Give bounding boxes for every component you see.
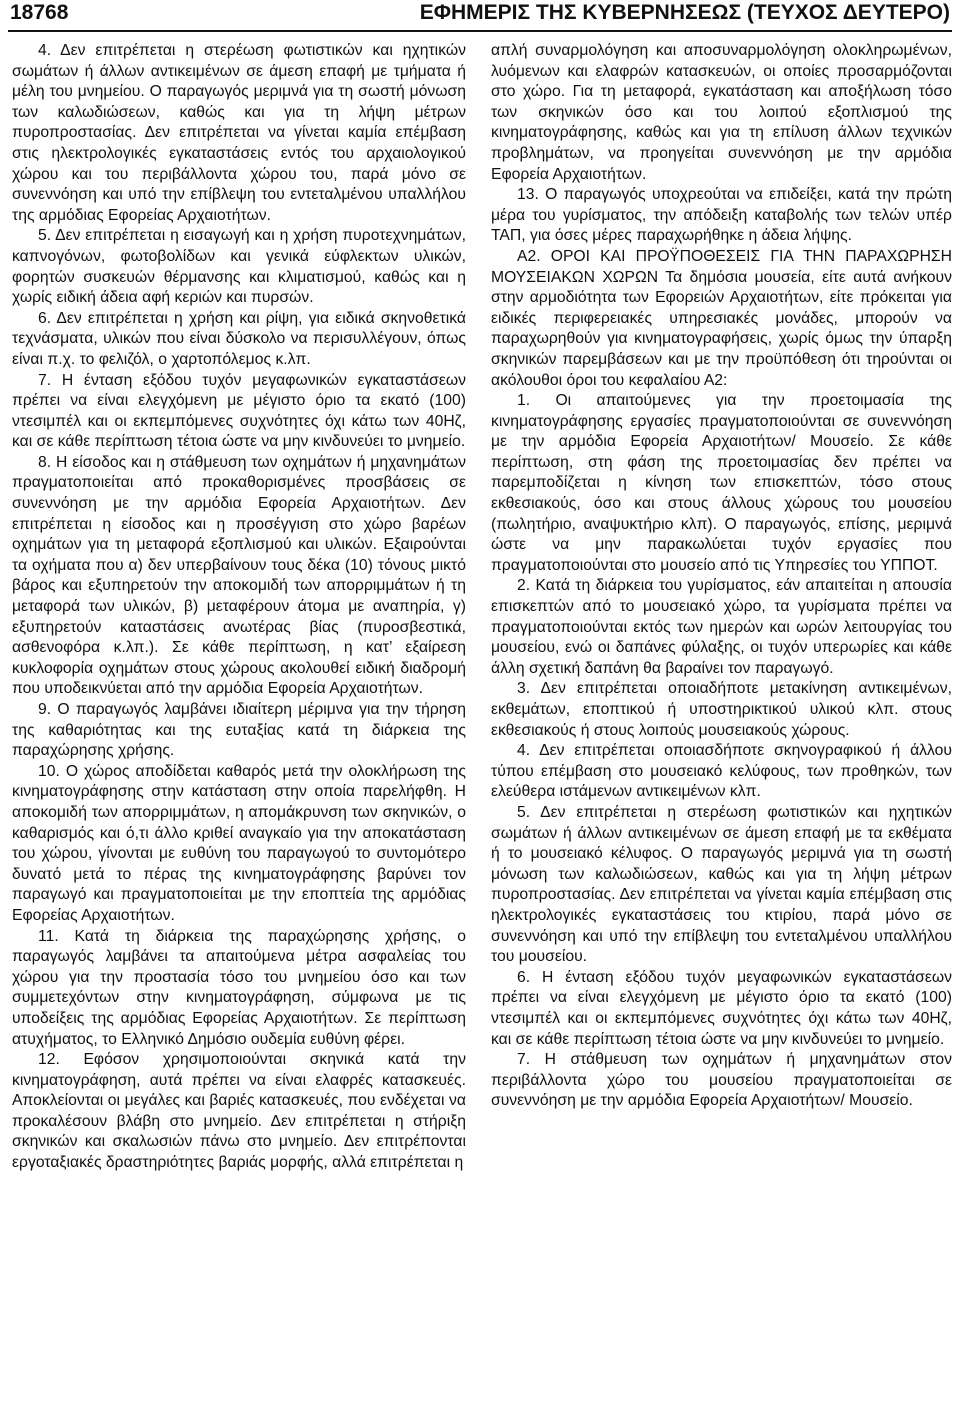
left-column: [12, 41, 466, 1174]
paragraph: 4. Δεν επιτρέπεται οποιασδήποτε σκηνογραφικού ή άλλου τύπου επέμβαση στο μουσειακό κελύφους, των προθηκών, των ελεύθερα ιστάμενων αντικειμένων κλπ.: [491, 742, 952, 801]
paragraph: 10. Ο χώρος αποδίδεται καθαρός μετά την ολοκλήρωση της κινηματογράφησης στην κατάσταση στην οποία παρελήφθη. Η αποκομιδή των απορριμμάτων, η απομάκρυνση των σκηνικών, ο καθαρισμός και ό,τι άλλο κριθεί αναγκαίο για την αποκατάσταση του χώρου, γίνονται με ευθύνη του παραγωγού το συντομότερο δυνατό μετά το πέρας της κινηματογράφησης βαρύνει τον παραγωγό και πραγματοποιείται με την εποπτεία της αρμόδιας Εφορείας Αρχαιοτήτων.: [12, 762, 466, 924]
paragraph: 2. Κατά τη διάρκεια του γυρίσματος, εάν απαιτείται η απουσία επισκεπτών από το μουσειακό χώρο, τα γυρίσματα πρέπει να πραγματοποιούνται εκτός των ημερών και ωρών λειτουργίας του μουσείου, ενώ οι δαπάνες φύλαξης, οι τυχόν υπερωρίες και κάθε άλλη σχετική δαπάνη θα βαραίνει τον παραγωγό.: [491, 577, 952, 677]
right-column: [491, 41, 952, 1112]
paragraph: 7. Η στάθμευση των οχημάτων ή μηχανημάτων στον περιβάλλοντα χώρο του μουσείου πραγματοποιείται σε συνεννόηση με την αρμόδια Εφορεία Αρχαιοτήτων/ Μουσείο.: [491, 1051, 952, 1110]
paragraph: 13. Ο παραγωγός υποχρεούται να επιδείξει, κατά την πρώτη μέρα του γυρίσματος, την απόδειξη καταβολής των τελών υπέρ ΤΑΠ, για όσες μέρες παραχωρήθηκε η άδεια λήψης.: [491, 186, 952, 245]
paragraph: 12. Εφόσον χρησιμοποιούνται σκηνικά κατά την κινηματογράφηση, αυτά πρέπει να είναι ελαφρές κατασκευές. Αποκλείονται οι μεγάλες και βαριές κατασκευές, που ενδέχεται να προκαλέσουν βλάβη στο μνημείο. Δεν επιτρέπεται η στήριξη σκηνικών και σκαλωσιών πάνω στο μνημείο. Δεν επιτρέπονται εργοταξιακές δραστηριότητες βαριάς μορφής, αλλά επιτρέπεται η: [12, 1051, 466, 1172]
paragraph: 3. Δεν επιτρέπεται οποιαδήποτε μετακίνηση αντικειμένων, εκθεμάτων, εποπτικού ή υποστηρικτικού υλικού κλπ. στους εκθεσιακούς ή στους λοιπούς μουσειακούς χώρους.: [491, 680, 952, 739]
paragraph: 5. Δεν επιτρέπεται η στερέωση φωτιστικών και ηχητικών σωμάτων ή άλλων αντικειμένων σε άμεση επαφή με τα εκθέματα ή το μουσειακό κέλυφος. Ο παραγωγός μεριμνά για τη σωστή μόνωση των καλωδιώσεων, καθώς και για τη λήψη μέτρων πυροπροστασίας. Δεν επιτρέπεται να γίνεται καμία επέμβαση στις ηλεκτρολογικές εγκαταστάσεις του κτιρίου, παρά μόνο σε συνεννόηση και υπό την επίβλεψη του εντεταλμένου υπαλλήλου του μουσείου.: [491, 803, 952, 966]
paragraph: 1. Οι απαιτούμενες για την προετοιμασία της κινηματογράφησης εργασίες πραγματοποιούνται σε συνεννόηση με την αρμόδια Εφορεία Αρχαιοτήτων/ Μουσείο. Σε κάθε περίπτωση, στη φάση της προετοιμασίας δεν πρέπει να παρεμποδίζεται η κίνηση των επισκεπτών, τόσο στους εκθεσιακούς, όσο και στους άλλους χώρους του μουσείου (πωλητήριο, αναψυκτήριο κλπ). Ο παραγωγός, επίσης, μεριμνά ώστε να μην παρακωλύεται τυχόν εργασίες που πραγματοποιούνται στο μουσείο από τις Υπηρεσίες του ΥΠΠΟΤ.: [491, 392, 952, 574]
page-number: 18768: [10, 1, 69, 24]
paragraph: 6. Δεν επιτρέπεται η χρήση και ρίψη, για ειδικά σκηνοθετικά τεχνάσματα, υλικών που είναι δύσκολο να περισυλλέγουν, όπως είναι π.χ. το φελιζόλ, ο χαρτοπόλεμος κ.λπ.: [12, 309, 466, 368]
paragraph-continued: απλή συναρμολόγηση και αποσυναρμολόγηση ολοκληρωμένων, λυόμενων και ελαφρών κατασκευών, οι οποίες προσαρμόζονται στο χώρο. Για τη μεταφορά, εγκατάσταση και αποξήλωση τόσο των σκηνικών όσο και του λοιπού εξοπλισμού της κινηματογράφησης, καθώς και για τη επίλυση άλλων τεχνικών προβλημάτων, να προηγείται συνεννόηση με την αρμόδια Εφορεία Αρχαιοτήτων.: [491, 42, 952, 183]
paragraph: 8. Η είσοδος και η στάθμευση των οχημάτων ή μηχανημάτων πραγματοποιείται από προκαθορισμένες προσβάσεις σε συνεννόηση με την αρμόδια Εφορεία Αρχαιοτήτων. Δεν επιτρέπεται η είσοδος και η προσέγγιση στο χώρο βαρέων οχημάτων για τη μεταφορά εξοπλισμού και υλικών. Εξαιρούνται τα οχήματα που α) δεν υπερβαίνουν τους δέκα (10) τόνους μικτό βάρος και εξυπηρετούν την αποκομιδή των απορριμμάτων ή τη μεταφορά των υλικών, β) μεταφέρουν άτομα με αναπηρία, γ) εξυπηρετούν καταστάσεις ανωτέρας βίας (πυροσβεστικά, ασθενοφόρα κ.λπ.). Σε κάθε περίπτωση, η κατ’ εξαίρεση κυκλοφορία οχημάτων στους χώρους ακολουθεί ειδική διαδρομή που υποδεικνύεται από την αρμόδια Εφορεία Αρχαιοτήτων.: [12, 453, 466, 698]
section-heading-a2: Α2. ΟΡΟΙ ΚΑΙ ΠΡΟΫΠΟΘΕΣΕΙΣ ΓΙΑ ΤΗΝ ΠΑΡΑΧΩΡΗΣΗ ΜΟΥΣΕΙΑΚΩΝ ΧΩΡΩΝ Τα δημόσια μουσεία, είτε αυτά ανήκουν στην αρμοδιότητα των Εφορειών Αρχαιοτήτων, είτε πρόκειται για ειδικές περιφερειακές υπηρεσιακές μονάδες, μπορούν να παραχωρηθούν για κινηματογραφήσεις, χωρίς όμως την ύπαρξη σκηνικών παρεμβάσεων και με την προϋπόθεση ότι τηρούνται οι ακόλουθοι όροι του κεφαλαίου Α2:: [491, 247, 952, 389]
page-header: [8, 0, 952, 30]
paragraph: 7. Η ένταση εξόδου τυχόν μεγαφωνικών εγκαταστάσεων πρέπει να είναι ελεγχόμενη με μέγιστο όριο τα εκατό (100) ντεσιμπέλ και οι εκπεμπόμενες συχνότητες όχι κάτω των 40Ηζ, και σε κάθε περίπτωση τέτοια ώστε να μην κινδυνεύει το μνημείο.: [12, 371, 466, 451]
paragraph: 5. Δεν επιτρέπεται η εισαγωγή και η χρήση πυροτεχνημάτων, καπνογόνων, φωτοβολίδων και γενικά εύφλεκτων υλικών, φορητών συσκευών θέρμανσης και κλιματισμού, καθώς και η χωρίς ειδική άδεια αφή κεριών και πυρσών.: [12, 227, 466, 307]
paragraph: 11. Κατά τη διάρκεια της παραχώρησης χρήσης, ο παραγωγός λαμβάνει τα απαιτούμενα μέτρα ασφαλείας του χώρου για την προστασία τόσο του μνημείου όσο και των συμμετεχόντων στην κινηματογράφηση, σύμφωνα με τις υποδείξεις της αρμόδιας Εφορείας Αρχαιοτήτων. Σε περίπτωση ατυχήματος, το Ελληνικό Δημόσιο ουδεμία ευθύνη φέρει.: [12, 927, 466, 1048]
gazette-title: ΕΦΗΜΕΡΙΣ ΤΗΣ ΚΥΒΕΡΝΗΣΕΩΣ (ΤΕΥΧΟΣ ΔΕΥΤΕΡΟ): [419, 1, 950, 24]
paragraph: 6. Η ένταση εξόδου τυχόν μεγαφωνικών εγκαταστάσεων πρέπει να είναι ελεγχόμενη με μέγιστο όριο τα εκατό (100) ντεσιμπέλ και οι εκπεμπόμενες συχνότητες όχι κάτω των 40Ηζ, και σε κάθε περίπτωση τέτοια ώστε να μην κινδυνεύει το μνημείο.: [491, 968, 952, 1048]
paragraph: 4. Δεν επιτρέπεται η στερέωση φωτιστικών και ηχητικών σωμάτων ή άλλων αντικειμένων σε άμεση επαφή με τμήματα ή μέλη του μνημείου. Ο παραγωγός μεριμνά για τη σωστή μόνωση των καλωδιώσεων, καθώς και για τη λήψη μέτρων πυροπροστασίας. Δεν επιτρέπεται να γίνεται καμία επέμβαση στις ηλεκτρολογικές εγκαταστάσεις εντός του αρχαιολογικού χώρου και του περιβάλλοντα χώρου του, παρά μόνο σε συνεννόηση και υπό την επίβλεψη του εντεταλμένου υπαλλήλου της αρμόδιας Εφορείας Αρχαιοτήτων.: [12, 42, 466, 224]
header-rule: [8, 30, 952, 32]
paragraph: 9. Ο παραγωγός λαμβάνει ιδιαίτερη μέριμνα για την τήρηση της καθαριότητας και της ευταξίας κατά τη διάρκεια της παραχώρησης χρήσης.: [12, 701, 466, 760]
